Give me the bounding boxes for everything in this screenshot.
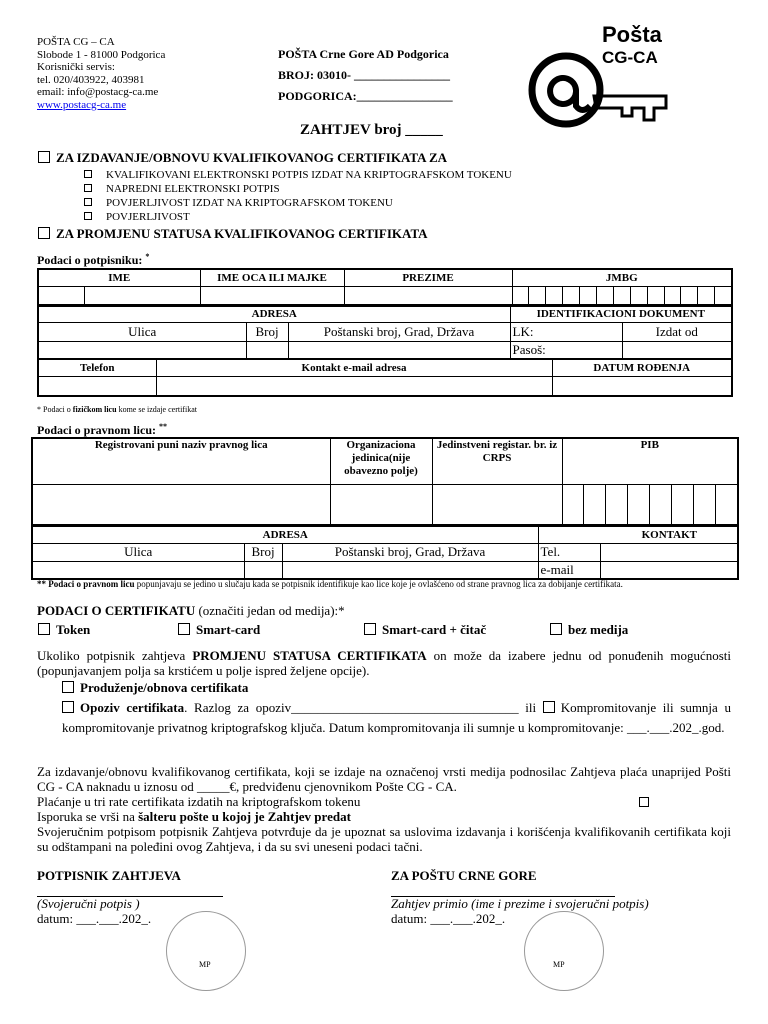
- col-naziv: Registrovani puni naziv pravnog lica: [32, 438, 330, 484]
- izdat-cell[interactable]: [622, 341, 732, 359]
- revoke-option: [62, 698, 731, 738]
- legal-ulica-label: Ulica: [32, 543, 244, 561]
- jmbg-digit[interactable]: [698, 287, 715, 304]
- issue-option: [84, 168, 512, 182]
- jmbg-digits: [513, 287, 732, 304]
- signer-caption: (Svojeručni potpis ): [37, 896, 140, 911]
- tel-cell[interactable]: [600, 543, 738, 561]
- issue-heading-text: ZA IZDAVANJE/OBNOVU KVALIFIKOVANOG CERTIFIKATA ZA: [56, 150, 448, 165]
- status-checkbox[interactable]: [38, 227, 50, 239]
- telefon-cell[interactable]: [38, 376, 156, 396]
- header-line: email: info@postacg-ca.me: [37, 86, 159, 98]
- legal-broj-label: Broj: [244, 543, 282, 561]
- issue-option: [84, 182, 512, 196]
- legal-adresa-header: ADRESA: [32, 526, 538, 543]
- note-suffix: kome se izdaje certifikat: [116, 405, 197, 414]
- post-date: datum: ___.___.202_.: [391, 911, 506, 926]
- option-checkbox[interactable]: [84, 184, 92, 192]
- signer-table-2: [37, 305, 733, 360]
- datum-header: DATUM ROĐENJA: [552, 359, 732, 376]
- p3-bold: šalteru pošte u kojoj je Zahtjev predat: [138, 809, 351, 824]
- revoke-reason: . Razlog za opoziv___________________________________ ili: [184, 700, 543, 715]
- header-line: Slobode 1 - 81000 Podgorica: [37, 48, 166, 61]
- media-smart-card-reader[interactable]: [364, 622, 486, 638]
- postanski-label: Poštanski broj, Grad, Država: [288, 322, 510, 341]
- status-heading-text: ZA PROMJENU STATUSA KVALIFIKOVANOG CERTIFIKATA: [56, 226, 428, 241]
- pasos-label: Pasoš:: [510, 341, 622, 359]
- media-smart-card[interactable]: [178, 622, 260, 638]
- id-doc-header: IDENTIFIKACIONI DOKUMENT: [510, 306, 732, 322]
- legal-mark: **: [159, 422, 167, 431]
- jmbg-digit[interactable]: [648, 287, 665, 304]
- adresa-header: ADRESA: [38, 306, 510, 322]
- media-label: Smart-card + čitač: [382, 622, 487, 637]
- payment-p3: [37, 809, 731, 824]
- legal-ulica-cell[interactable]: [32, 561, 244, 579]
- ulica-label: Ulica: [38, 322, 246, 341]
- jmbg-cell[interactable]: [512, 286, 732, 305]
- email-label: e-mail: [538, 561, 600, 579]
- jmbg-digit[interactable]: [631, 287, 648, 304]
- installments-row: [37, 794, 731, 809]
- media-label: bez medija: [568, 622, 629, 637]
- email-cell[interactable]: [156, 376, 552, 396]
- form-title: ZAHTJEV broj _____: [300, 122, 443, 138]
- office-block: [278, 44, 453, 107]
- jmbg-digit[interactable]: [665, 287, 682, 304]
- media-token[interactable]: [38, 622, 90, 638]
- legal-label-text: Podaci o pravnom licu:: [37, 423, 156, 437]
- col-ime-oca: IME OCA ILI MAJKE: [200, 269, 344, 286]
- legal-broj-cell[interactable]: [244, 561, 282, 579]
- payment-text: [37, 764, 731, 854]
- pib-digit[interactable]: [672, 485, 694, 524]
- header-line: POŠTA CG – CA: [37, 36, 115, 48]
- media-checkbox[interactable]: [178, 623, 190, 635]
- legal-note: [37, 579, 731, 590]
- org-cell[interactable]: [330, 484, 432, 525]
- logo: [526, 20, 676, 130]
- sender-block: [37, 36, 165, 111]
- jmbg-digit[interactable]: [513, 287, 530, 304]
- media-checkbox[interactable]: [550, 623, 562, 635]
- prezime-cell[interactable]: [344, 286, 512, 305]
- signer-label: [37, 252, 149, 268]
- pib-digits: [563, 485, 738, 524]
- jmbg-digit[interactable]: [715, 287, 731, 304]
- pib-digit[interactable]: [694, 485, 716, 524]
- stamp-right: [524, 911, 604, 991]
- header-line: Korisnički servis:: [37, 61, 115, 73]
- col-prezime: PREZIME: [344, 269, 512, 286]
- signer-table-3: [37, 358, 733, 397]
- revoke-checkbox[interactable]: [62, 701, 74, 713]
- payment-p4: Svojeručnim potpisom potpisnik Zahtjeva potvrđuje da je upoznat sa uslovima izdavanja i korišćenja kvalifikovanih certifikata koji su odštampani na poleđini ovog Zahtjeva, i da su svi uneseni podaci tačni.: [37, 824, 731, 854]
- signer-note: [37, 405, 197, 414]
- payment-p1: Za izdavanje/obnovu kvalifikovanog certifikata, koji se izdaje na označenoj vrsti medija podnosilac Zahtjeva plaća unaprijed Pošti CG - CA naknadu u iznosu od _____€, predviđenu cjenovnikom Pošte CG - CA.: [37, 764, 731, 794]
- cert-heading-rest: (označiti jedan od medija):*: [195, 603, 345, 618]
- post-caption: Zahtjev primio (ime i prezime i svojeručni potpis): [391, 896, 649, 911]
- col-ime: IME: [38, 269, 200, 286]
- signer-date: datum: ___.___.202_.: [37, 911, 152, 926]
- signer-table-1: [37, 268, 733, 306]
- legal-note-bold: ** Podaci o pravnom licu: [37, 579, 135, 589]
- option-checkbox[interactable]: [84, 198, 92, 206]
- col-org: Organizaciona jedinica(nije obavezno polje): [330, 438, 432, 484]
- issue-checkbox[interactable]: [38, 151, 50, 163]
- media-checkbox[interactable]: [364, 623, 376, 635]
- cert-heading: [37, 603, 345, 619]
- ime-cell-a[interactable]: [38, 286, 84, 305]
- jmbg-digit[interactable]: [546, 287, 563, 304]
- pib-digit[interactable]: [563, 485, 585, 524]
- media-label: Token: [56, 622, 91, 637]
- logo-top: Pošta: [602, 22, 662, 47]
- issue-heading: [38, 150, 447, 166]
- compromise-checkbox[interactable]: [543, 701, 555, 713]
- intro-a: Ukoliko potpisnik zahtjeva: [37, 648, 193, 663]
- pib-cell[interactable]: [562, 484, 738, 525]
- legal-email-cell[interactable]: [600, 561, 738, 579]
- broj-label: Broj: [246, 322, 288, 341]
- p3-prefix: Isporuka se vrši na: [37, 809, 139, 824]
- office-number: BROJ: 03010- ________________: [278, 68, 450, 82]
- payment-p2: Plaćanje u tri rate certifikata izdatih na kriptografskom tokenu: [37, 794, 361, 809]
- lk-label: LK:: [510, 322, 622, 341]
- post-title: ZA POŠTU CRNE GORE: [391, 868, 537, 883]
- pib-digit[interactable]: [650, 485, 672, 524]
- media-label: Smart-card: [196, 622, 261, 637]
- intro-bold: PROMJENU STATUSA CERTIFIKATA: [192, 648, 427, 663]
- status-heading: [38, 226, 428, 242]
- media-none[interactable]: [550, 622, 628, 638]
- pib-digit[interactable]: [628, 485, 650, 524]
- option-label: POVJERLJIVOST: [106, 211, 190, 223]
- status-intro: [37, 648, 731, 678]
- media-checkbox[interactable]: [38, 623, 50, 635]
- jmbg-digit[interactable]: [597, 287, 614, 304]
- ime-cell[interactable]: [84, 286, 200, 305]
- compromise-text: Kompromitovanje ili sumnja u kompromitovanje privatnog kriptografskog ključa. Datum kompromitovanja ili sumnje u kompromitovanje: ___.___.202_.god.: [62, 700, 731, 735]
- renew-label: Produženje/obnova certifikata: [80, 680, 249, 695]
- signer-label-text: Podaci o potpisniku:: [37, 253, 143, 267]
- crps-cell[interactable]: [432, 484, 562, 525]
- postanski-cell[interactable]: [288, 341, 510, 359]
- jmbg-digit[interactable]: [580, 287, 597, 304]
- jmbg-digit[interactable]: [563, 287, 580, 304]
- datum-cell[interactable]: [552, 376, 732, 396]
- option-label: KVALIFIKOVANI ELEKTRONSKI POTPIS IZDAT NA KRIPTOGRAFSKOM TOKENU: [106, 169, 512, 181]
- legal-postanski-cell[interactable]: [282, 561, 538, 579]
- option-checkbox[interactable]: [84, 170, 92, 178]
- signer-mark: *: [145, 252, 150, 261]
- intro-b: on može da izabere jednu od ponuđenih mogućnosti (popunjavanjem polja sa krstićem u polje ispred željene opcije).: [37, 648, 732, 678]
- logo-bottom: CG-CA: [602, 48, 658, 67]
- legal-table-2: [31, 525, 739, 580]
- legal-label: [37, 422, 167, 438]
- mp-right: MP: [553, 960, 565, 969]
- legal-postanski-label: Poštanski broj, Grad, Država: [282, 543, 538, 561]
- installments-checkbox[interactable]: [639, 797, 649, 807]
- signer-title: POTPISNIK ZAHTJEVA: [37, 868, 181, 883]
- ime-oca-cell[interactable]: [200, 286, 344, 305]
- office-city: PODGORICA:________________: [278, 89, 453, 103]
- ulica-cell[interactable]: [38, 341, 246, 359]
- office-name: POŠTA Crne Gore AD Podgorica: [278, 47, 449, 61]
- legal-table-1: [31, 437, 739, 526]
- col-pib: PIB: [562, 438, 738, 484]
- issue-options: [84, 168, 512, 224]
- broj-cell[interactable]: [246, 341, 288, 359]
- pib-digit[interactable]: [716, 485, 737, 524]
- media-options: [38, 622, 738, 640]
- issue-option: [84, 210, 512, 224]
- note-bold: fizičkom licu: [72, 405, 117, 414]
- revoke-label: Opoziv certifikata: [80, 700, 185, 715]
- izdat-label: Izdat od: [622, 322, 732, 341]
- mp-left: MP: [199, 960, 211, 969]
- jmbg-digit[interactable]: [529, 287, 546, 304]
- jmbg-digit[interactable]: [681, 287, 698, 304]
- legal-note-rest: popunjavaju se jedino u slučaju kada se potpisnik identifikuje kao lice koje je ovlašćeno od strane pravnog lica za dobijanje certifikata.: [134, 579, 623, 589]
- note-prefix: * Podaci o: [37, 405, 73, 414]
- cert-heading-bold: PODACI O CERTIFIKATU: [37, 603, 196, 618]
- renew-checkbox[interactable]: [62, 681, 74, 693]
- col-crps: Jedinstveni registar. br. iz CRPS: [432, 438, 562, 484]
- stamp-left: [166, 911, 246, 991]
- jmbg-digit[interactable]: [614, 287, 631, 304]
- naziv-cell[interactable]: [32, 484, 330, 525]
- col-jmbg: JMBG: [512, 269, 732, 286]
- website-link[interactable]: www.postacg-ca.me: [37, 98, 127, 111]
- header-line: tel. 020/403922, 403981: [37, 73, 145, 86]
- pib-digit[interactable]: [584, 485, 606, 524]
- pib-digit[interactable]: [606, 485, 628, 524]
- telefon-header: Telefon: [38, 359, 156, 376]
- option-label: POVJERLJIVOST IZDAT NA KRIPTOGRAFSKOM TOKENU: [106, 197, 393, 209]
- tel-label: Tel.: [538, 543, 600, 561]
- option-checkbox[interactable]: [84, 212, 92, 220]
- issue-option: [84, 196, 512, 210]
- email-header: Kontakt e-mail adresa: [156, 359, 552, 376]
- kontakt-header: KONTAKT: [538, 526, 738, 543]
- option-label: NAPREDNI ELEKTRONSKI POTPIS: [106, 183, 280, 195]
- renew-option[interactable]: [62, 680, 248, 696]
